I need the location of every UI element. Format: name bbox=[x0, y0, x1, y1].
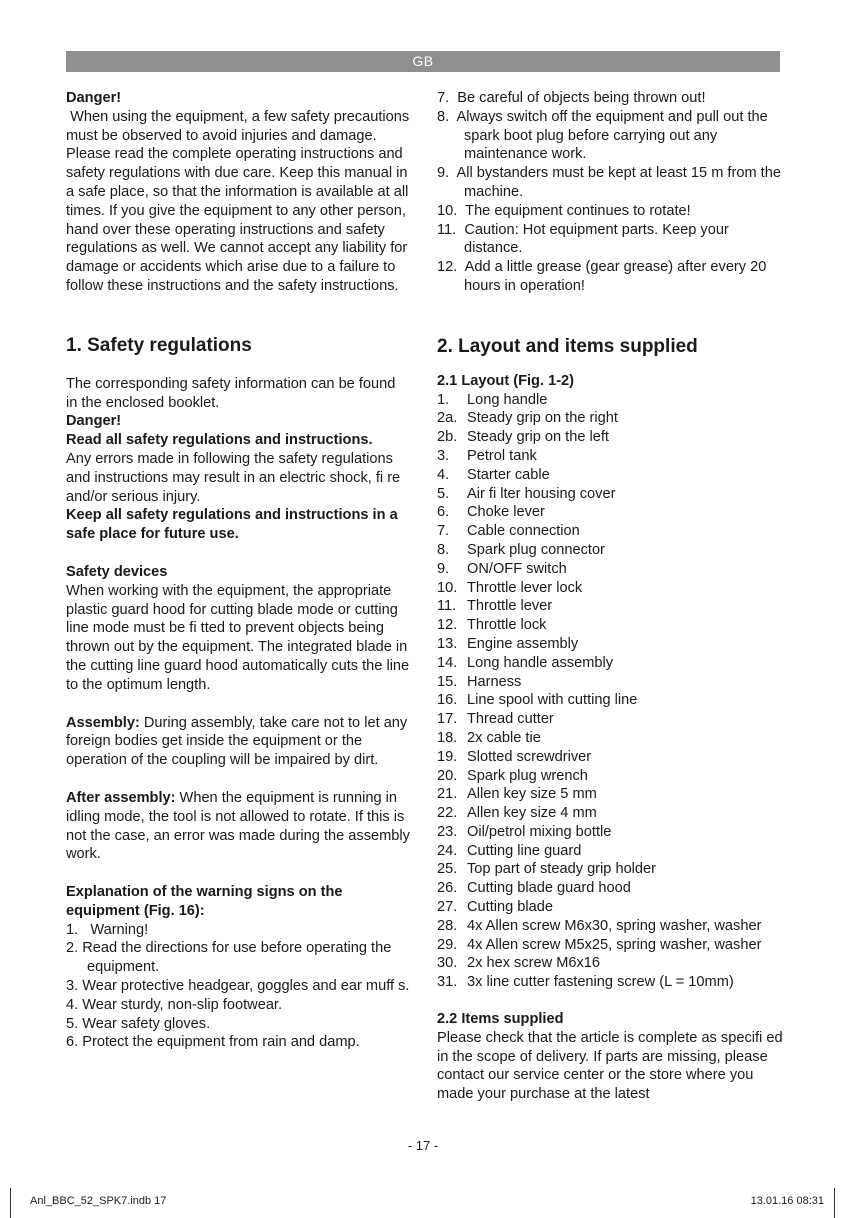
list-item: 9. ON/OFF switch bbox=[437, 560, 567, 577]
section-2-title: 2. Layout and items supplied bbox=[437, 335, 698, 357]
list-item: 26. Cutting blade guard hood bbox=[437, 880, 631, 897]
list-item: 2a. Steady grip on the right bbox=[437, 410, 618, 427]
warning-signs-list bbox=[66, 921, 410, 1053]
keep-all-regulations: Keep all safety regulations and instructions in a safe place for future use. bbox=[66, 507, 398, 543]
danger-heading: Danger! bbox=[66, 413, 122, 430]
assembly-label: Assembly: bbox=[66, 714, 140, 731]
warning-signs-heading: Explanation of the warning signs on the equipment (Fig. 16): bbox=[66, 884, 343, 919]
page-number: - 17 - bbox=[407, 1138, 439, 1153]
list-item: 24. Cutting line guard bbox=[437, 842, 582, 859]
list-item: 18. 2x cable tie bbox=[437, 729, 541, 746]
list-item: 7. Cable connection bbox=[437, 523, 580, 540]
list-item: 11. Caution: Hot equipment parts. Keep your distance. bbox=[437, 221, 729, 257]
safety-devices-heading: Safety devices bbox=[66, 563, 168, 580]
list-item: 28. 4x Allen screw M6x30, spring washer, washer bbox=[437, 917, 762, 934]
items-supplied-paragraph: Please check that the article is complete as specifi ed in the scope of delivery. If parts are missing, please contact our service center or the store where you made your purchase at the latest bbox=[437, 1029, 783, 1103]
language-header-bar bbox=[66, 51, 780, 72]
list-item: 12. Add a little grease (gear grease) after every 20 hours in operation! bbox=[437, 259, 767, 294]
section-1-title: 1. Safety regulations bbox=[66, 334, 252, 356]
list-item: 5. Wear safety gloves. bbox=[66, 1015, 211, 1032]
list-item: 20. Spark plug wrench bbox=[437, 767, 588, 784]
list-item: 2. Read the directions for use before operating the equipment. bbox=[66, 940, 392, 976]
intro-paragraph: When using the equipment, a few safety precautions must be observed to avoid injuries and damage. Please read the complete operating instructions and safety regulations with due care. Keep this manual in a safe place, so that the information is available at all times. If you give the equipment to any other person, hand over these operating instructions and safety regulations as well. We cannot accept any liability for damage or accidents which arise due to a failure to follow these instructions and the safety instructions. bbox=[66, 108, 410, 294]
list-item: 14. Long handle assembly bbox=[437, 654, 614, 671]
print-file-name: Anl_BBC_52_SPK7.indb 17 bbox=[30, 1195, 167, 1207]
warning-signs-list-continued bbox=[437, 89, 785, 296]
list-item: 15. Harness bbox=[437, 673, 522, 690]
after-assembly-paragraph: After assembly: When the equipment is running in idling mode, the tool is not allowed to rotate. If this is not the case, an error was made during the assembly work. bbox=[66, 789, 410, 863]
list-item: 31. 3x line cutter fastening screw (L = 10mm) bbox=[437, 974, 734, 991]
list-item: 8. Spark plug connector bbox=[437, 541, 605, 558]
list-item: 12. Throttle lock bbox=[437, 617, 547, 634]
intro-danger-heading: Danger! bbox=[66, 90, 122, 106]
list-item: 7. Be careful of objects being thrown out! bbox=[437, 90, 706, 106]
list-item: 19. Slotted screwdriver bbox=[437, 748, 592, 765]
list-item: 6. Protect the equipment from rain and damp. bbox=[66, 1034, 360, 1051]
list-item: 21. Allen key size 5 mm bbox=[437, 786, 597, 803]
items-supplied-heading: 2.2 Items supplied bbox=[437, 1011, 564, 1028]
right-column bbox=[437, 89, 785, 1104]
crop-mark-left bbox=[10, 1188, 11, 1218]
list-item: 23. Oil/petrol mixing bottle bbox=[437, 823, 612, 840]
list-item: 6. Choke lever bbox=[437, 504, 545, 521]
booklet-paragraph: The corresponding safety information can be found in the enclosed booklet. bbox=[66, 375, 396, 411]
print-timestamp: 13.01.16 08:31 bbox=[750, 1195, 824, 1207]
layout-list bbox=[437, 391, 785, 993]
language-code: GB bbox=[412, 53, 434, 69]
read-all-regulations: Read all safety regulations and instructions. bbox=[66, 432, 373, 449]
list-item: 5. Air fi lter housing cover bbox=[437, 485, 616, 502]
list-item: 2b. Steady grip on the left bbox=[437, 429, 609, 446]
list-item: 30. 2x hex screw M6x16 bbox=[437, 955, 601, 972]
list-item: 11. Throttle lever bbox=[437, 598, 553, 615]
list-item: 10. The equipment continues to rotate! bbox=[437, 202, 691, 219]
assembly-paragraph: Assembly: During assembly, take care not to let any foreign bodies get inside the equipment or the operation of the coupling will be impaired by dirt. bbox=[66, 714, 408, 769]
list-item: 3. Wear protective headgear, goggles and ear muff s. bbox=[66, 978, 410, 995]
list-item: 16. Line spool with cutting line bbox=[437, 692, 638, 709]
list-item: 22. Allen key size 4 mm bbox=[437, 805, 597, 822]
list-item: 4. Starter cable bbox=[437, 466, 550, 483]
list-item: 4. Wear sturdy, non-slip footwear. bbox=[66, 996, 283, 1013]
after-assembly-label: After assembly: bbox=[66, 789, 176, 806]
crop-mark-right bbox=[834, 1188, 835, 1218]
list-item: 1. Warning! bbox=[66, 921, 149, 938]
list-item: 27. Cutting blade bbox=[437, 899, 554, 916]
list-item: 10. Throttle lever lock bbox=[437, 579, 583, 596]
list-item: 3. Petrol tank bbox=[437, 447, 537, 464]
safety-devices-paragraph: When working with the equipment, the appropriate plastic guard hood for cutting blade mode or cutting line mode must be fi tted to prevent objects being thrown out by the equipment. The integrated blade in the cutting line guard hood automatically cuts the line to the optimum length. bbox=[66, 582, 410, 693]
left-column bbox=[66, 89, 410, 1052]
layout-heading: 2.1 Layout (Fig. 1-2) bbox=[437, 372, 575, 389]
list-item: 9. All bystanders must be kept at least 15 m from the machine. bbox=[437, 165, 781, 200]
list-item: 25. Top part of steady grip holder bbox=[437, 861, 657, 878]
list-item: 17. Thread cutter bbox=[437, 711, 554, 728]
list-item: 29. 4x Allen screw M5x25, spring washer, washer bbox=[437, 936, 762, 953]
list-item: 13. Engine assembly bbox=[437, 635, 579, 652]
errors-paragraph: Any errors made in following the safety regulations and instructions may result in an electric shock, fi re and/or serious injury. bbox=[66, 450, 401, 505]
list-item: 8. Always switch off the equipment and pull out the spark boot plug before carrying out any maintenance work. bbox=[437, 108, 768, 163]
list-item: 1. Long handle bbox=[437, 391, 548, 408]
